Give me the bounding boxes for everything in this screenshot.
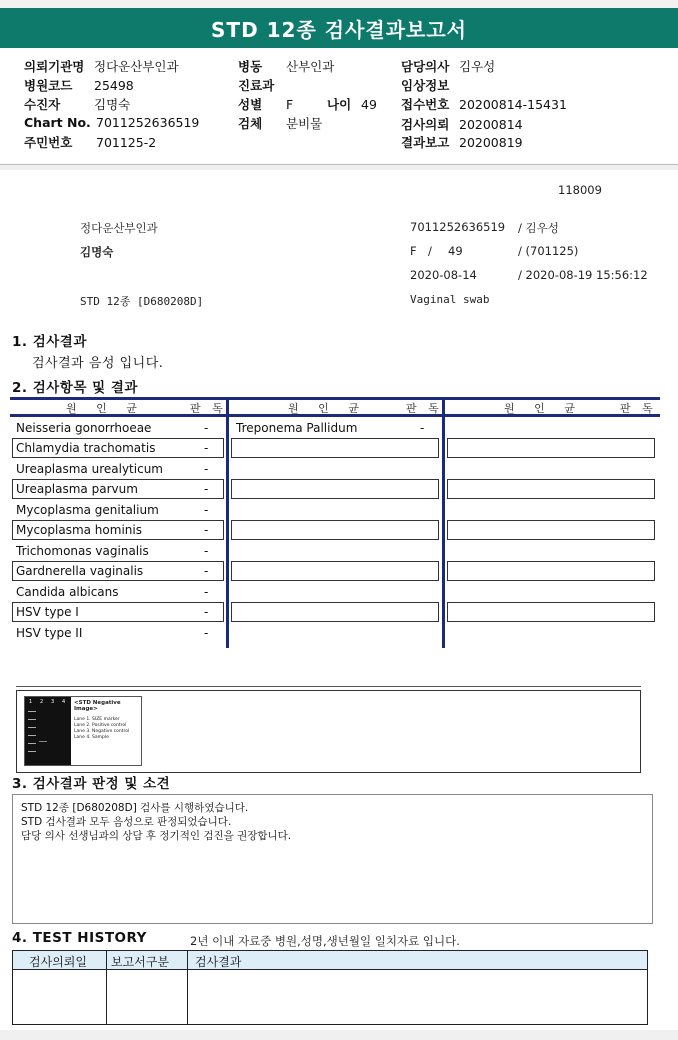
row-box (447, 520, 655, 540)
header-ward (238, 57, 334, 75)
organism-name: Candida albicans (16, 585, 119, 599)
summary-date-request: 2020-08-14 (410, 268, 477, 282)
organism-name: Treponema Pallidum (236, 421, 358, 435)
row-box (231, 561, 439, 581)
row-box (231, 520, 439, 540)
gel-image (24, 696, 142, 766)
organism-name: Chlamydia trachomatis (16, 441, 156, 455)
section4-note: 2년 이내 자료중 병원,성명,생년월일 일치자료 입니다. (190, 934, 460, 948)
header-institution (24, 57, 179, 75)
chart-label: Chart No. (24, 115, 91, 130)
header-doctor (401, 57, 495, 75)
gel-band (28, 727, 36, 728)
specimen-label: 검체 (238, 116, 263, 131)
row-box (231, 602, 439, 622)
section4-title: 4. TEST HISTORY (12, 930, 147, 946)
section1-title: 1. 검사결과 (12, 334, 87, 350)
history-col-type: 보고서구분 (111, 955, 169, 969)
organism-result: - (204, 605, 209, 619)
summary-date-report: / 2020-08-19 15:56:12 (518, 268, 648, 282)
col3-organism-header: 원 인 균 (504, 402, 583, 415)
row-box (231, 438, 439, 458)
lane-label: 2 (40, 699, 44, 705)
organism-name: Trichomonas vaginalis (16, 544, 149, 558)
institution-label: 의뢰기관명 (24, 59, 85, 74)
opinion-box (12, 794, 653, 924)
report-id: 118009 (558, 183, 602, 197)
request-label: 검사의뢰 (401, 117, 450, 132)
summary-doctor: / 김우성 (518, 221, 559, 235)
header-request (401, 115, 523, 133)
ward-value: 산부인과 (286, 59, 335, 74)
summary-birth: / (701125) (518, 244, 579, 258)
section3-title: 3. 검사결과 판정 및 소견 (12, 776, 171, 792)
sex-label: 성별 (238, 97, 263, 112)
row-box (447, 602, 655, 622)
report-title: STD 12종 검사결과보고서 (0, 8, 678, 48)
report-value: 20200819 (459, 135, 523, 150)
organism-result: - (204, 462, 209, 476)
summary-sex: F (410, 244, 417, 258)
row-box (231, 479, 439, 499)
col2-result-header: 판 독 (406, 402, 443, 415)
header-hospital-code (24, 76, 134, 94)
gel-band (39, 741, 47, 742)
gel-band (28, 735, 36, 736)
organism-result: - (204, 564, 209, 578)
row-box (447, 479, 655, 499)
age-label: 나이 (327, 97, 352, 112)
organism-name: HSV type I (16, 605, 79, 619)
lane-label: 1 (29, 699, 33, 705)
opinion-line: STD 검사결과 모두 음성으로 판정되었습니다. (21, 816, 232, 828)
history-table (12, 950, 648, 1025)
lane-label: 3 (51, 699, 55, 705)
ward-label: 병동 (238, 59, 263, 74)
rrn-label: 주민번호 (24, 135, 73, 150)
organism-result: - (204, 421, 209, 435)
summary-specimen: Vaginal swab (410, 293, 490, 306)
row-box (447, 438, 655, 458)
header-dept (238, 76, 286, 94)
organism-name: Gardnerella vaginalis (16, 564, 144, 578)
history-col-date: 검사의뢰일 (29, 955, 87, 969)
organism-result: - (204, 482, 209, 496)
opinion-line: 담당 의사 선생님과의 상담 후 정기적인 검진을 권장합니다. (21, 830, 292, 842)
section1-text: 검사결과 음성 입니다. (32, 356, 164, 371)
receipt-value: 20200814-15431 (459, 97, 567, 112)
sex-value: F (286, 97, 294, 112)
gel-legend-line: Lane 1. SIZE marker (74, 717, 120, 722)
age-value: 49 (361, 97, 377, 112)
patient-value: 김명숙 (94, 97, 131, 112)
organism-name: Mycoplasma hominis (16, 523, 142, 537)
gel-legend (71, 697, 141, 765)
organism-name: Neisseria gonorrhoeae (16, 421, 152, 435)
header-age (327, 95, 377, 113)
organism-result: - (204, 626, 209, 640)
header-clinical (401, 76, 459, 94)
clinical-label: 임상정보 (401, 78, 450, 93)
summary-age: 49 (448, 244, 463, 258)
institution-value: 정다운산부인과 (94, 59, 179, 74)
organism-name: Ureaplasma parvum (16, 482, 138, 496)
report-label: 결과보고 (401, 135, 450, 150)
gel-lanes (25, 697, 71, 765)
chart-value: 7011252636519 (96, 115, 200, 130)
doctor-value: 김우성 (459, 59, 496, 74)
organism-result: - (204, 441, 209, 455)
organism-result: - (204, 585, 209, 599)
history-table-header (13, 951, 647, 970)
bottom-strip (0, 1030, 678, 1040)
organism-result: - (204, 544, 209, 558)
gel-band (28, 711, 36, 712)
gel-legend-line: Lane 3. Negative control (74, 729, 130, 734)
specimen-value: 분비물 (286, 116, 323, 131)
organism-result: - (204, 503, 209, 517)
hospital-code-label: 병원코드 (24, 78, 73, 93)
header-patient (24, 95, 130, 113)
summary-chart-no: 7011252636519 (410, 220, 506, 234)
history-col-result: 검사결과 (195, 955, 242, 969)
gel-band (28, 743, 36, 744)
gel-band (28, 719, 36, 720)
summary-clinic: 정다운산부인과 (80, 221, 158, 235)
gel-title: <STD Negative Image> (74, 700, 121, 712)
gel-legend-line: Lane 4. Sample (74, 735, 109, 740)
gel-legend-line: Lane 2. Positive control (74, 723, 127, 728)
header-divider-shadow (0, 165, 678, 170)
dept-label: 진료과 (238, 78, 275, 93)
col2-organism-header: 원 인 균 (288, 402, 367, 415)
col1-organism-header: 원 인 균 (66, 402, 145, 415)
summary-slash: / (428, 244, 432, 258)
header-receipt (401, 95, 567, 113)
header-sex (238, 95, 293, 113)
image-top-line (16, 686, 641, 687)
top-strip (0, 0, 678, 8)
receipt-label: 접수번호 (401, 97, 450, 112)
opinion-line: STD 12종 [D680208D] 검사를 시행하였습니다. (21, 802, 249, 814)
patient-label: 수진자 (24, 97, 61, 112)
organism-result: - (420, 421, 425, 435)
header-report (401, 133, 523, 151)
header-rrn (24, 133, 156, 151)
history-col-divider (106, 951, 107, 1024)
row-box (447, 561, 655, 581)
gel-band (28, 751, 36, 752)
organism-name: Ureaplasma urealyticum (16, 462, 163, 476)
request-value: 20200814 (459, 117, 523, 132)
doctor-label: 담당의사 (401, 59, 450, 74)
header-specimen (238, 114, 322, 132)
organism-result: - (204, 523, 209, 537)
section2-title: 2. 검사항목 및 결과 (12, 380, 138, 396)
history-col-divider (187, 951, 188, 1024)
organism-name: Mycoplasma genitalium (16, 503, 159, 517)
summary-test-name: STD 12종 [D680208D] (80, 295, 204, 308)
rrn-value: 701125-2 (96, 135, 157, 150)
header-chart (24, 115, 199, 130)
grid-divider-2 (442, 397, 445, 648)
col3-result-header: 판 독 (620, 402, 657, 415)
hospital-code-value: 25498 (94, 78, 134, 93)
grid-divider-1 (226, 397, 229, 648)
organism-name: HSV type II (16, 626, 83, 640)
col1-result-header: 판 독 (190, 402, 227, 415)
lane-label: 4 (62, 699, 66, 705)
summary-patient: 김명숙 (80, 245, 114, 259)
